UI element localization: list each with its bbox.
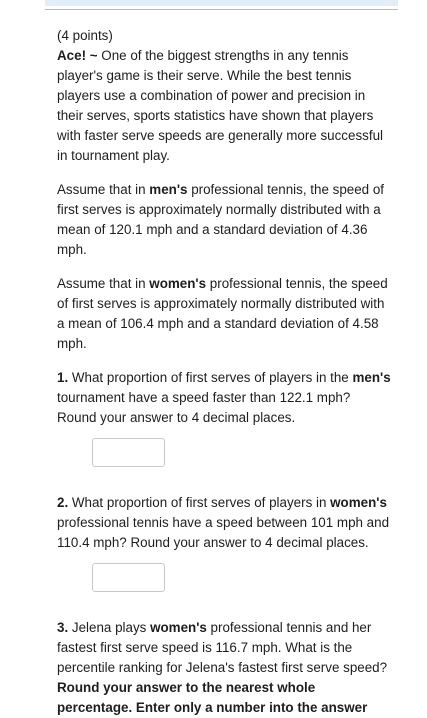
question-3-number: 3. [57, 620, 69, 635]
question-2-post: professional tennis have a speed between 101 mph and 110.4 mph? Round your answer to 4 decimal places. [57, 515, 390, 550]
women-paragraph [57, 274, 393, 354]
intro-text: One of the biggest strengths in any tennis player's game is their serve. While the best tennis players use a combination of power and precision in their serves, sports statistics have shown that players with faster serve speeds are generally more successful in tournament play. [57, 48, 383, 163]
women-pre: Assume that in [57, 276, 150, 291]
men-post: professional tennis, the speed of first serves is approximately normally distributed with a mean of 120.1 mph and a standard deviation of 4.36 mph. [57, 182, 384, 257]
men-bold: men's [149, 182, 188, 197]
question-3-instruction: Round your answer to the nearest whole percentage. Enter only a number into the answer [57, 680, 368, 715]
answer-input-1[interactable] [92, 438, 165, 467]
top-banner-strip [45, 0, 398, 6]
intro-paragraph [57, 46, 393, 166]
question-3-pre: Jelena plays [68, 620, 151, 635]
question-1-number: 1. [57, 370, 69, 385]
men-paragraph [57, 180, 393, 260]
women-bold: women's [149, 276, 207, 291]
intro-lead: Ace! ~ [57, 48, 98, 63]
problem-content [57, 26, 393, 718]
question-1-pre: What proportion of first serves of players in the [68, 370, 353, 385]
question-2 [57, 493, 393, 553]
question-1-bold: men's [352, 370, 391, 385]
question-1 [57, 368, 393, 428]
men-pre: Assume that in [57, 182, 150, 197]
question-3-bold: women's [150, 620, 207, 635]
points-label: (4 points) [57, 28, 113, 43]
question-3-post: professional tennis and her fastest first serve speed is 116.7 mph. What is the percentile ranking for Jelena's fastest first serve speed? [57, 620, 388, 675]
women-post: professional tennis, the speed of first serves is approximately normally distributed with a mean of 106.4 mph and a standard deviation of 4.58 mph. [57, 276, 388, 351]
question-3 [57, 618, 393, 678]
top-divider [45, 9, 398, 10]
question-1-post: tournament have a speed faster than 122.1 mph? Round your answer to 4 decimal places. [57, 390, 351, 425]
question-2-number: 2. [57, 495, 69, 510]
question-2-pre: What proportion of first serves of players in [68, 495, 331, 510]
answer-input-2[interactable] [92, 563, 165, 592]
question-2-bold: women's [330, 495, 387, 510]
